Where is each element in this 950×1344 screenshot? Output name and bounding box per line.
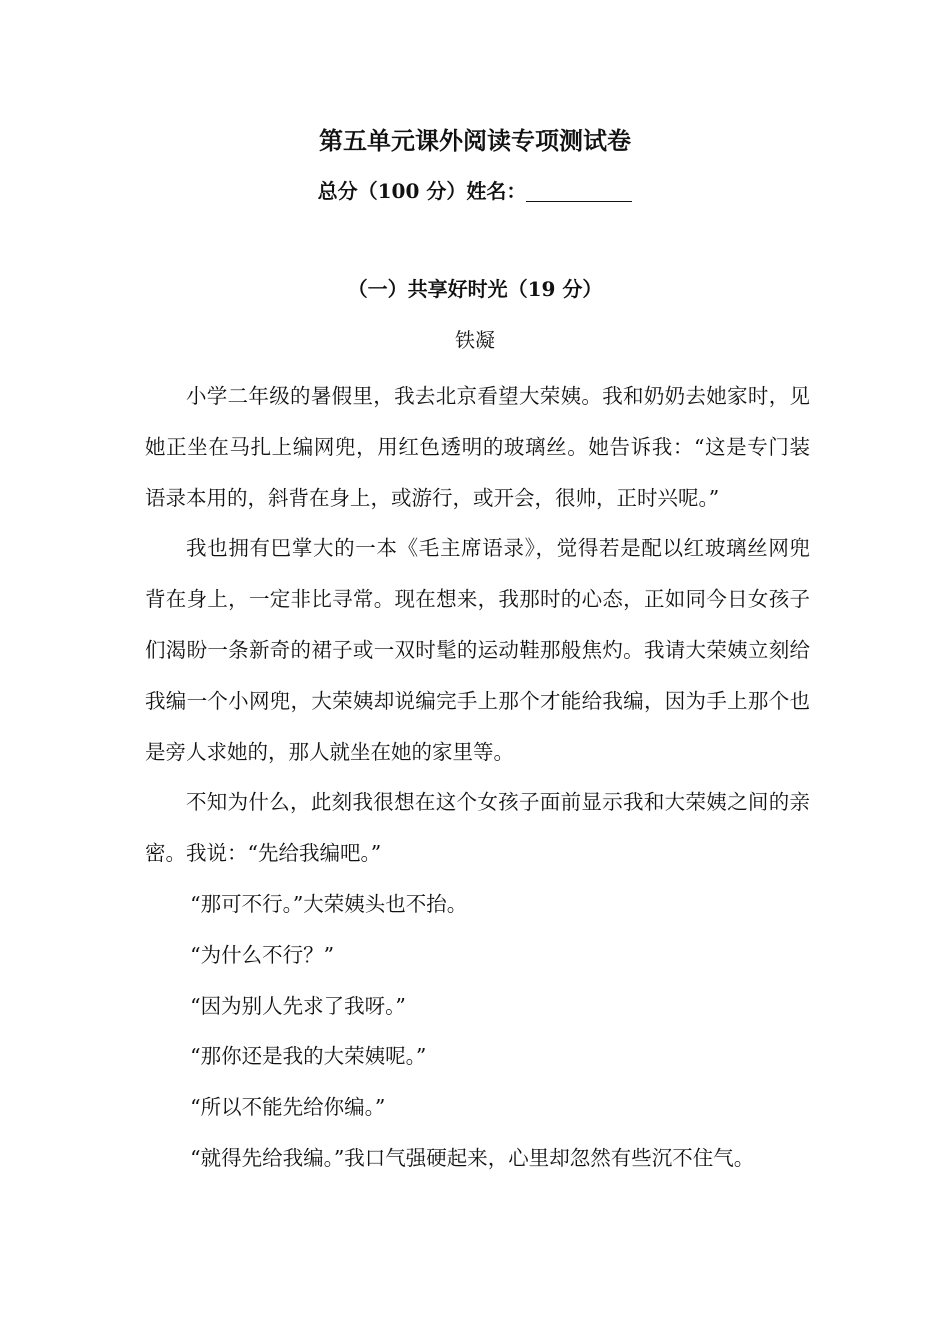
dialogue-line: “所以不能先给你编。” [190,1095,386,1120]
name-blank[interactable] [526,181,632,202]
paragraph: 小学二年级的暑假里，我去北京看望大荣姨。我和奶奶去她家时，见她正坐在马扎上编网兜，用红色透明的玻璃丝。她告诉我：“这是专门装语录本用的，斜背在身上，或游行，或开会，很帅，正时兴呢。” [145,384,810,510]
dialogue-line: “因为别人先求了我呀。” [190,993,406,1018]
dialogue-line: “为什么不行？” [190,942,335,967]
score-name-line [0,176,950,206]
paragraph: 我也拥有巴掌大的一本《毛主席语录》，觉得若是配以红玻璃丝网兜背在身上，一定非比寻常。现在想来，我那时的心态，正如同今日女孩子们渴盼一条新奇的裙子或一双时髦的运动鞋那般焦灼。我请大荣姨立刻给我编一个小网兜，大荣姨却说编完手上那个才能给我编，因为手上那个也是旁人求她的，那人就坐在她的家里等。 [145,536,810,764]
passage-body [145,371,810,1184]
dialogue-line: “那你还是我的大荣姨呢。” [190,1044,427,1069]
paragraph: 不知为什么，此刻我很想在这个女孩子面前显示我和大荣姨之间的亲密。我说：“先给我编吧。” [145,790,810,866]
dialogue-line: “就得先给我编。”我口气强硬起来，心里却忽然有些沉不住气。 [190,1145,755,1170]
author-name: 铁凝 [455,328,495,352]
dialogue-line: “那可不行。”大荣姨头也不抬。 [190,891,468,916]
section-heading: （一）共享好时光（19 分） [347,277,603,301]
page-title: 第五单元课外阅读专项测试卷 [319,126,631,155]
score-label: 总分（100 分）姓名： [317,179,527,203]
